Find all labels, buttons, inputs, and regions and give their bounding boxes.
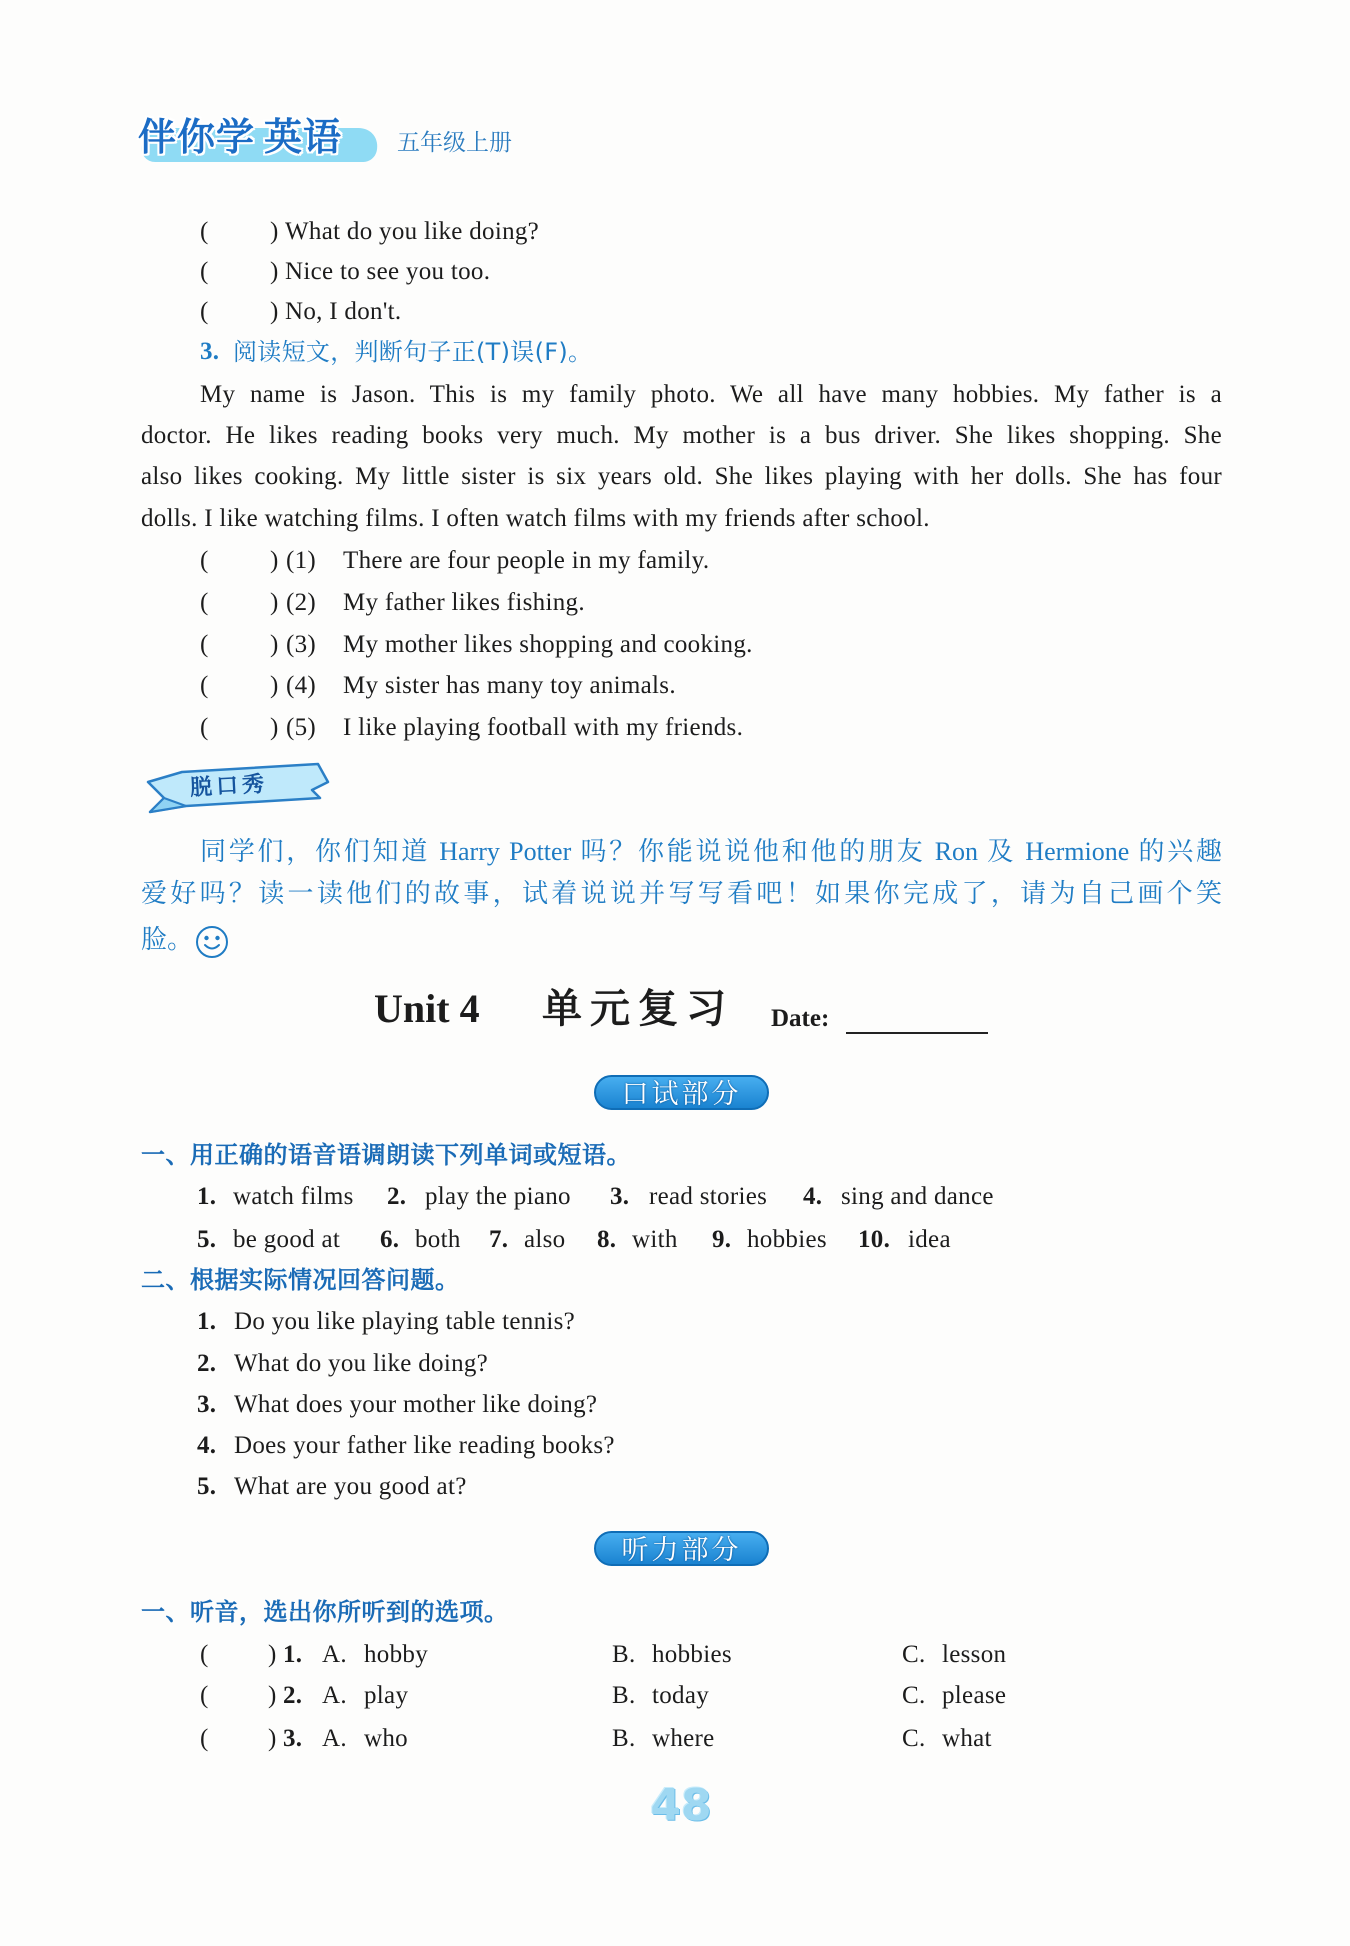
choice-question-row (0, 1722, 1350, 1756)
response-row (0, 295, 1350, 329)
statement-number: (1) (286, 547, 317, 574)
listening-part1-heading (0, 1595, 1350, 1629)
talk-show-label: 脱口秀 (189, 771, 269, 802)
question-row (0, 1305, 1350, 1339)
question-text: Does your father like reading books? (234, 1432, 615, 1459)
question-number: 2. (197, 1350, 217, 1377)
paren-close: ) (270, 672, 279, 699)
prompt-line: 同学们，你们知道 Harry Potter 吗？你能说说他和他的朋友 Ron 及 Hermione 的兴趣 (200, 837, 1222, 866)
vocabulary-item: with (632, 1226, 678, 1253)
statement-number: (2) (286, 589, 317, 616)
paren-close: ) (268, 1682, 277, 1709)
response-row (0, 255, 1350, 289)
oral-section-badge: 口试部分 (594, 1075, 769, 1110)
vocabulary-row (0, 1223, 1350, 1257)
vocabulary-item: read stories (649, 1183, 768, 1210)
paren-close: ) (268, 1641, 277, 1668)
item-number: 5. (197, 1226, 217, 1253)
paren-close: ) (270, 547, 279, 574)
option-label-a: A. (322, 1725, 347, 1752)
page-number: 48 (650, 1780, 712, 1831)
statement-text: I like playing football with my friends. (343, 714, 744, 741)
item-number: 2. (387, 1183, 407, 1210)
paren-close: ) (270, 714, 279, 741)
question-number: 1. (197, 1308, 217, 1335)
vocabulary-item: idea (908, 1226, 951, 1253)
question-number: 1. (283, 1641, 303, 1668)
item-number: 8. (597, 1226, 617, 1253)
option-c: what (942, 1725, 992, 1752)
item-number: 9. (712, 1226, 732, 1253)
option-b: hobbies (652, 1641, 732, 1668)
true-false-statement (0, 628, 1350, 662)
item-number: 1. (197, 1183, 217, 1210)
paren-close: ) (268, 1725, 277, 1752)
question-text: What does your mother like doing? (234, 1391, 598, 1418)
vocabulary-row (0, 1180, 1350, 1214)
book-logo (138, 110, 388, 168)
option-b: where (652, 1725, 715, 1752)
option-label-c: C. (902, 1641, 926, 1668)
true-false-statement (0, 544, 1350, 578)
logo-text-part1: 伴你学 (138, 115, 256, 159)
option-label-b: B. (612, 1641, 636, 1668)
option-a: play (364, 1682, 409, 1709)
paren-open: ( (200, 1682, 209, 1709)
logo-text-part2: 英语 (264, 115, 343, 159)
statement-number: (3) (286, 631, 317, 658)
option-label-c: C. (902, 1725, 926, 1752)
item-number: 10. (858, 1226, 891, 1253)
question-text: What are you good at? (234, 1473, 467, 1500)
oral-part1-heading (0, 1138, 1350, 1172)
paren-open: ( (200, 714, 209, 741)
exercise-number: 3. (200, 338, 220, 365)
paren-open: ( (200, 631, 209, 658)
paren-close: ) (270, 589, 279, 616)
statement-number: (5) (286, 714, 317, 741)
vocabulary-item: hobbies (747, 1226, 827, 1253)
question-number: 5. (197, 1473, 217, 1500)
item-number: 4. (803, 1183, 823, 1210)
grade-label: 五年级上册 (397, 130, 512, 156)
option-label-a: A. (322, 1641, 347, 1668)
statement-text: There are four people in my family. (343, 547, 710, 574)
option-a: who (364, 1725, 408, 1752)
paren-open: ( (200, 1641, 209, 1668)
question-text: Do you like playing table tennis? (234, 1308, 576, 1335)
date-label: Date: (771, 1005, 830, 1032)
paren-open: ( (200, 672, 209, 699)
option-c: lesson (942, 1641, 1007, 1668)
unit-title: 单元复习 (542, 986, 734, 1032)
statement-text: My sister has many toy animals. (343, 672, 676, 699)
paren-close: ) (270, 258, 279, 285)
question-number: 4. (197, 1432, 217, 1459)
vocabulary-item: watch films (233, 1183, 354, 1210)
section-heading-text: 二、根据实际情况回答问题。 (141, 1266, 460, 1294)
passage-line: My name is Jason. This is my family photo. We all have many hobbies. My father is a (200, 381, 1222, 408)
option-label-a: A. (322, 1682, 347, 1709)
talk-show-banner (142, 760, 332, 814)
choice-question-row (0, 1679, 1350, 1713)
true-false-statement (0, 711, 1350, 745)
passage-line: dolls. I like watching films. I often watch films with my friends after school. (141, 505, 930, 532)
vocabulary-item: be good at (233, 1226, 341, 1253)
statement-number: (4) (286, 672, 317, 699)
question-number: 2. (283, 1682, 303, 1709)
vocabulary-item: also (524, 1226, 566, 1253)
response-text: What do you like doing? (285, 218, 540, 245)
prompt-line: 爱好吗？读一读他们的故事，试着说说并写写看吧！如果你完成了，请为自己画个笑 (141, 879, 1222, 908)
smiley-face-icon (195, 925, 229, 959)
item-number: 3. (610, 1183, 630, 1210)
section-heading-text: 一、用正确的语音语调朗读下列单词或短语。 (141, 1141, 631, 1169)
listening-section-badge: 听力部分 (594, 1531, 769, 1566)
question-row (0, 1470, 1350, 1504)
option-label-c: C. (902, 1682, 926, 1709)
vocabulary-item: both (415, 1226, 461, 1253)
true-false-statement (0, 669, 1350, 703)
vocabulary-item: sing and dance (841, 1183, 994, 1210)
reading-instruction (0, 335, 1350, 369)
question-row (0, 1429, 1350, 1463)
question-row (0, 1347, 1350, 1381)
paren-open: ( (200, 258, 209, 285)
choice-question-row (0, 1638, 1350, 1672)
question-row (0, 1388, 1350, 1422)
item-number: 7. (489, 1226, 509, 1253)
option-b: today (652, 1682, 710, 1709)
response-text: Nice to see you too. (285, 258, 491, 285)
section-heading-text: 一、听音，选出你所听到的选项。 (141, 1598, 509, 1626)
paren-close: ) (270, 218, 279, 245)
paren-close: ) (270, 631, 279, 658)
vocabulary-item: play the piano (425, 1183, 571, 1210)
prompt-line-last (141, 921, 1222, 959)
paren-open: ( (200, 589, 209, 616)
instruction-text: 阅读短文，判断句子正(T)误(F)。 (233, 338, 593, 366)
oral-part2-heading (0, 1263, 1350, 1297)
option-a: hobby (364, 1641, 428, 1668)
passage-line: also likes cooking. My little sister is six years old. She likes playing with her dolls. She has four (141, 463, 1222, 490)
question-text: What do you like doing? (234, 1350, 489, 1377)
paren-close: ) (270, 298, 279, 325)
response-text: No, I don't. (285, 298, 402, 325)
unit-number: Unit 4 (374, 986, 480, 1031)
option-c: please (942, 1682, 1007, 1709)
question-number: 3. (197, 1391, 217, 1418)
paren-open: ( (200, 218, 209, 245)
statement-text: My mother likes shopping and cooking. (343, 631, 753, 658)
response-row (0, 215, 1350, 249)
option-label-b: B. (612, 1725, 636, 1752)
option-label-b: B. (612, 1682, 636, 1709)
passage-line: doctor. He likes reading books very much. My mother is a bus driver. She likes shopping. She (141, 422, 1222, 449)
paren-open: ( (200, 547, 209, 574)
prompt-line: 脸。 (141, 925, 194, 954)
item-number: 6. (380, 1226, 400, 1253)
true-false-statement (0, 586, 1350, 620)
date-blank-line (846, 1032, 988, 1034)
paren-open: ( (200, 298, 209, 325)
statement-text: My father likes fishing. (343, 589, 585, 616)
question-number: 3. (283, 1725, 303, 1752)
paren-open: ( (200, 1725, 209, 1752)
